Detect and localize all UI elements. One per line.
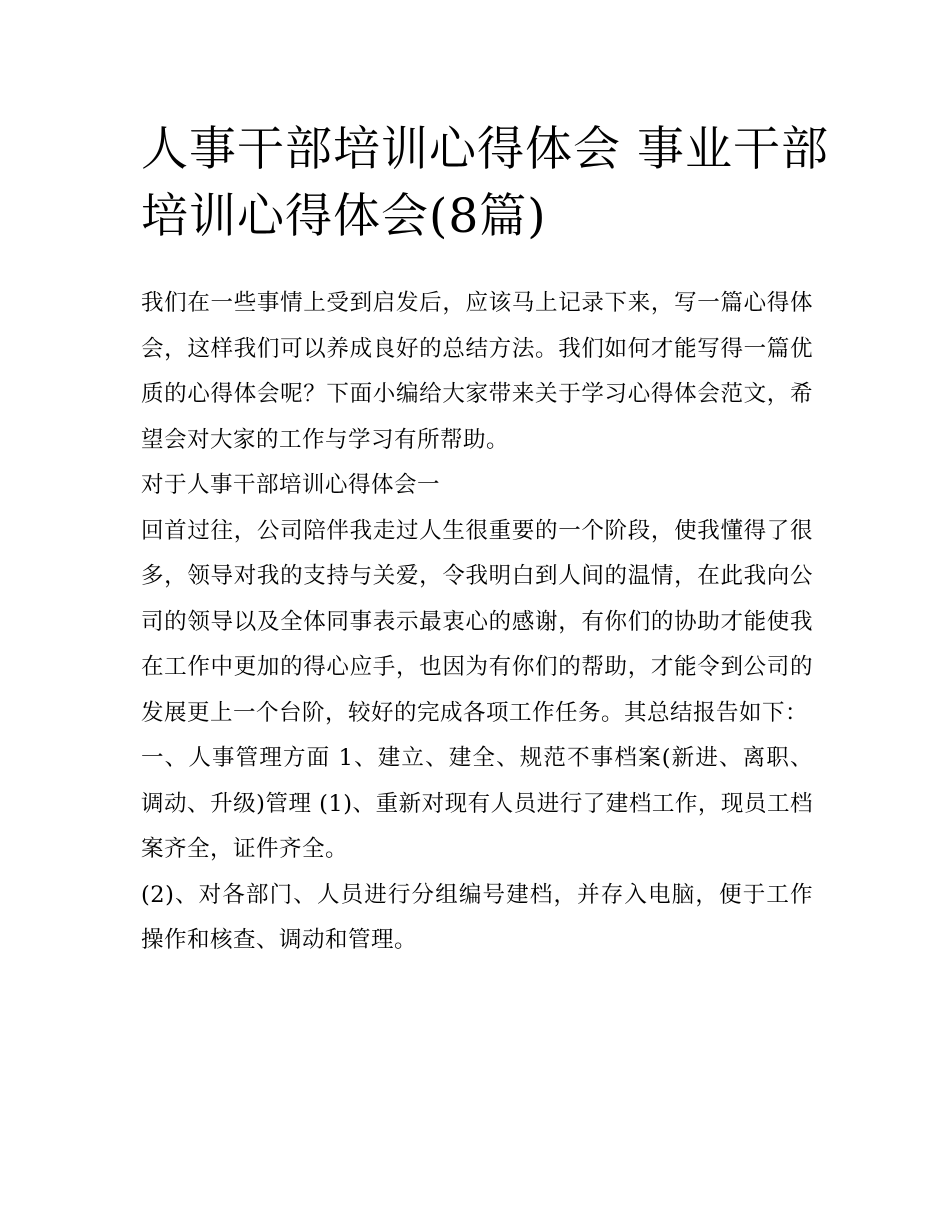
intro-paragraph: 我们在一些事情上受到启发后，应该马上记录下来，写一篇心得体会，这样我们可以养成良好的总结方法。我们如何才能写得一篇优质的心得体会呢？下面小编给大家带来关于学习心得体会范文，希望会对大家的工作与学习有所帮助。 xyxy=(141,290,813,453)
document-body xyxy=(141,281,813,964)
body-paragraph: 一、人事管理方面 1、建立、建全、规范不事档案(新进、离职、调动、升级)管理 (1)、重新对现有人员进行了建档工作，现员工档案齐全，证件齐全。 xyxy=(141,745,813,862)
body-paragraph: 回首过往，公司陪伴我走过人生很重要的一个阶段，使我懂得了很多，领导对我的支持与关爱，令我明白到人间的温情，在此我向公司的领导以及全体同事表示最衷心的感谢，有你们的协助才能使我在工作中更加的得心应手，也因为有你们的帮助，才能令到公司的发展更上一个台阶，较好的完成各项工作任务。其总结报告如下： xyxy=(141,517,813,726)
section-heading: 对于人事干部培训心得体会一 xyxy=(141,472,441,498)
document-title: 人事干部培训心得体会 事业干部培训心得体会(8篇) xyxy=(141,122,829,244)
body-paragraph: (2)、对各部门、人员进行分组编号建档，并存入电脑，便于工作操作和核查、调动和管理。 xyxy=(141,881,813,953)
